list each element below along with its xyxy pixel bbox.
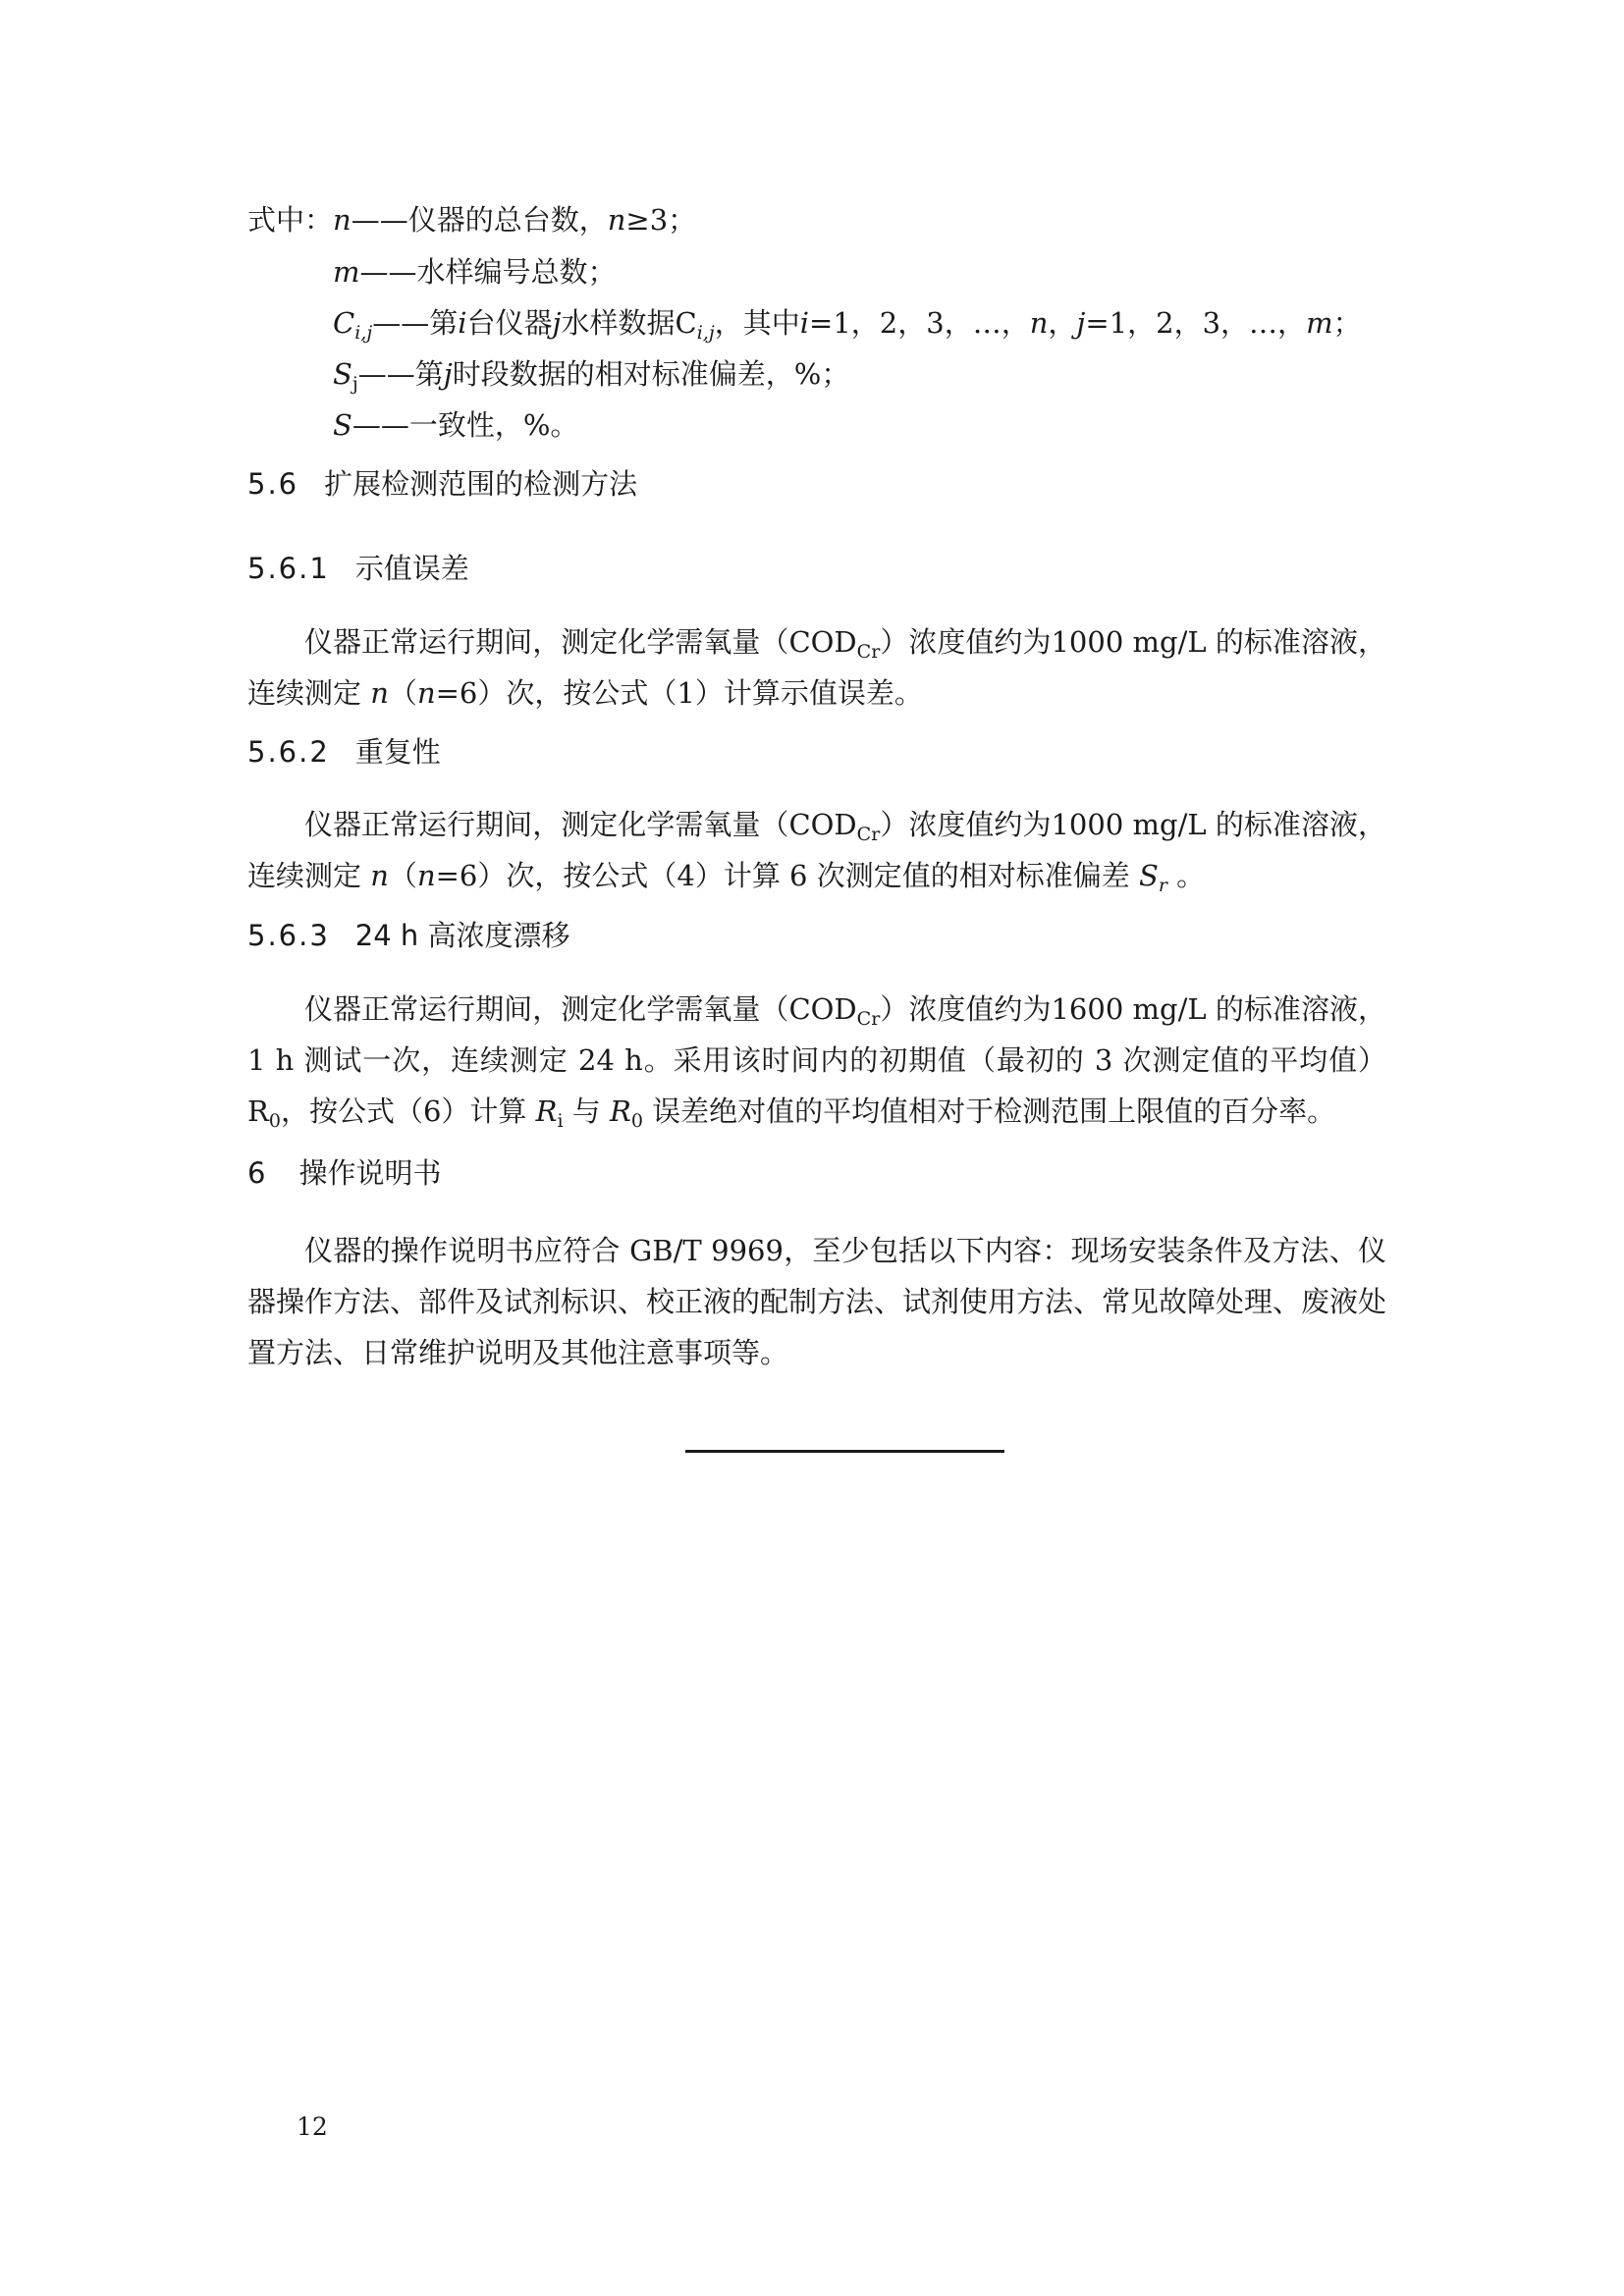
section-title: 重复性 — [354, 735, 441, 769]
definition-line-n — [247, 202, 696, 238]
var-n: n — [333, 203, 352, 237]
def-tail: ≥3； — [625, 203, 697, 237]
var-r: R — [535, 1095, 558, 1128]
var-m: m — [1306, 306, 1333, 340]
section-title: 24 h 高浓度漂移 — [354, 919, 570, 952]
section-heading-5-6-2 — [247, 734, 441, 770]
var-i: i — [799, 306, 810, 340]
para-text: （ — [388, 676, 417, 710]
definition-line-sj — [333, 356, 850, 395]
para-text: =6）次，按公式（4）计算 6 次测定值的相对标准偏差 — [435, 859, 1139, 892]
section-number: 5.6 — [247, 467, 299, 501]
paragraph-5-6-2 — [247, 799, 1386, 901]
var-i: i — [458, 306, 467, 340]
para-text: ）浓度值约为1000 mg/L 的标准溶液，连续测定 — [247, 625, 1386, 710]
section-heading-6 — [247, 1155, 441, 1191]
section-title: 操作说明书 — [298, 1156, 442, 1190]
sub-i: i — [557, 1110, 564, 1132]
section-heading-5-6 — [247, 466, 637, 502]
var-r: R — [609, 1095, 631, 1128]
para-text: 仪器正常运行期间，测定化学需氧量（COD — [304, 992, 857, 1026]
defs-intro: 式中： — [247, 203, 334, 237]
para-text: 仪器正常运行期间，测定化学需氧量（COD — [304, 808, 857, 841]
def-text: ——一致性，%。 — [352, 408, 579, 442]
paragraph-5-6-3 — [247, 984, 1386, 1137]
var-j: j — [1076, 306, 1086, 340]
sub-ij: i,j — [696, 322, 715, 344]
section-title: 扩展检测范围的检测方法 — [324, 467, 638, 501]
para-text: 误差绝对值的平均值相对于检测范围上限值的百分率。 — [642, 1095, 1336, 1128]
section-number: 6 — [247, 1156, 268, 1190]
sub-cr: Cr — [856, 1008, 881, 1030]
var-s: S — [333, 357, 352, 391]
para-text: 与 — [563, 1095, 610, 1128]
sub-0: 0 — [630, 1110, 643, 1132]
sub-ij: i,j — [354, 322, 373, 344]
sub-cr: Cr — [856, 641, 881, 663]
var-n: n — [416, 859, 436, 892]
var-s: S — [333, 408, 352, 442]
section-number: 5.6.2 — [247, 735, 330, 769]
def-text: =1，2，3，…， — [809, 306, 1030, 340]
para-text: 。 — [1166, 859, 1206, 892]
section-number: 5.6.3 — [247, 919, 330, 952]
def-text: ，其中 — [714, 306, 800, 340]
def-text: ——水样编号总数； — [359, 255, 617, 289]
var-j: j — [552, 306, 562, 340]
var-m: m — [333, 255, 360, 289]
sub-r: r — [1158, 875, 1167, 896]
definition-line-s — [333, 407, 578, 443]
def-text: 时段数据的相对标准偏差，%； — [452, 357, 850, 391]
para-text: =6）次，按公式（1）计算示值误差。 — [435, 676, 923, 710]
def-text: =1，2，3，…， — [1085, 306, 1307, 340]
definition-line-m — [333, 254, 617, 290]
section-heading-5-6-1 — [247, 551, 469, 586]
section-number: 5.6.1 — [247, 552, 330, 585]
section-heading-5-6-3 — [247, 918, 570, 953]
paragraph-5-6-1 — [247, 616, 1386, 719]
para-text: ）浓度值约为1000 mg/L 的标准溶液，连续测定 — [247, 808, 1386, 892]
var-n: n — [361, 676, 389, 710]
end-rule — [685, 1450, 1004, 1453]
para-text: 仪器正常运行期间，测定化学需氧量（COD — [304, 625, 857, 659]
sub-j: j — [352, 373, 358, 395]
var-n: n — [607, 203, 626, 237]
def-text: ——仪器的总台数， — [351, 203, 608, 237]
section-title: 示值误差 — [354, 552, 469, 585]
var-n: n — [416, 676, 436, 710]
var-c: C — [333, 306, 355, 340]
def-text: 水样数据C — [561, 306, 697, 340]
page-number: 12 — [297, 2112, 328, 2141]
var-n: n — [361, 859, 389, 892]
para-text: ）浓度值约为1600 mg/L 的标准溶液，1 h 测试一次，连续测定 24 h。采用该时间内的初期值（最初的 3 次测定值的平均值）R — [247, 992, 1386, 1128]
sub-cr: Cr — [856, 824, 881, 845]
def-text: ——第 — [372, 306, 459, 340]
def-text: ——第 — [357, 357, 444, 391]
para-text: （ — [388, 859, 417, 892]
paragraph-6: 仪器的操作说明书应符合 GB/T 9969，至少包括以下内容：现场安装条件及方法、仪器操作方法、部件及试剂标识、校正液的配制方法、试剂使用方法、常见故障处理、废液处置方法、日常维护说明及其他注意事项等。 — [247, 1234, 1387, 1369]
def-text: ， — [1048, 306, 1077, 340]
definition-line-c — [333, 305, 1362, 344]
def-text: ； — [1332, 306, 1362, 340]
def-text: 台仪器 — [466, 306, 553, 340]
sub-0: 0 — [268, 1110, 281, 1132]
var-j: j — [443, 357, 453, 391]
var-s: S — [1138, 859, 1159, 892]
para-text: ，按公式（6）计算 — [280, 1095, 536, 1128]
var-n: n — [1029, 306, 1049, 340]
